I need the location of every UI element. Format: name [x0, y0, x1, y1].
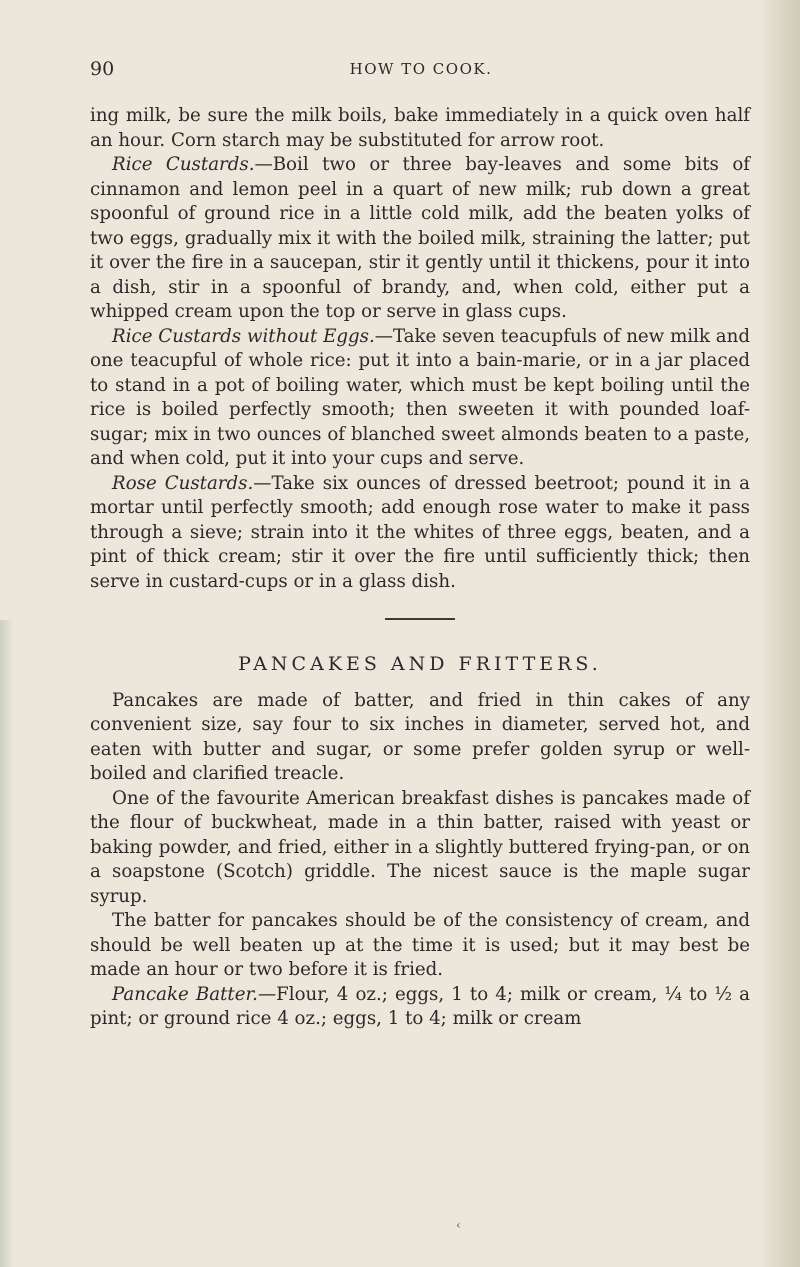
paragraph-pancakes-intro: Pancakes are made of batter, and fried in thin cakes of any convenient size, say four to six inches in diameter, served hot, and eaten with butter and sugar, or some prefer golden syrup or well-boiled and clarified treacle. — [90, 689, 750, 784]
recipe-text: —Take seven teacupfuls of new milk and one teacupful of whole rice: put it into a bain-marie, or in a jar placed to stand in a pot of boiling water, which must be kept boiling until the rice is boiled perfectly smooth; then sweeten it with pounded loaf-sugar; mix in two ounces of blanched sweet almonds beaten to a paste, and when cold, put it into your cups and serve. — [90, 325, 750, 469]
binding-edge-shadow — [0, 620, 14, 1267]
recipe-title: Pancake Batter. — [112, 983, 258, 1005]
stray-ink-mark: ‹ — [456, 1218, 461, 1232]
recipe-text: —Boil two or three bay-leaves and some bits of cinnamon and lemon peel in a quart of new milk; rub down a great spoonful of ground rice in a little cold milk, add the beaten yolks of two eggs, gradually mix it with the boiled milk, straining the latter; put it over the fire in a saucepan, stir it gently until it thickens, pour it into a dish, stir in a spoonful of brandy, and, when cold, either put a whipped cream upon the top or serve in glass cups. — [90, 154, 751, 322]
recipe-rice-custards-without-eggs — [90, 325, 750, 472]
recipe-title: Rice Custards without Eggs. — [112, 325, 375, 347]
paragraph-continuation: ing milk, be sure the milk boils, bake immediately in a quick oven half an hour. Corn starch may be substituted for arrow root. — [90, 105, 750, 151]
section-heading: PANCAKES AND FRITTERS. — [238, 653, 602, 675]
page-edge-shadow — [760, 0, 800, 1267]
recipe-text: —Take six ounces of dressed beetroot; pound it in a mortar until perfectly smooth; add enough rose water to make it pass through a sieve; strain into it the whites of three eggs, beaten, and a pint of thick cream; stir it over the fire until sufficiently thick; then serve in custard-cups or in a glass dish. — [90, 472, 750, 592]
paragraph-buckwheat: One of the favourite American breakfast dishes is pancakes made of the flour of buckwheat, made in a thin batter, raised with yeast or baking powder, and fried, either in a slightly buttered frying-pan, or on a soapstone (Scotch) griddle. The nicest sauce is the maple sugar syrup. — [90, 787, 750, 907]
recipe-pancake-batter — [90, 983, 750, 1032]
paragraph-batter: The batter for pancakes should be of the consistency of cream, and should be well beaten up at the time it is used; but it may best be made an hour or two before it is fried. — [90, 910, 750, 980]
recipe-title: Rice Custards. — [112, 154, 255, 175]
recipe-rose-custards — [90, 472, 750, 595]
running-head: HOW TO COOK. — [349, 60, 493, 78]
page-header — [90, 58, 752, 82]
recipe-text: —Flour, 4 oz.; eggs, 1 to 4; milk or cream, ¼ to ½ a pint; or ground rice 4 oz.; eggs, 1 to 4; milk or cream — [90, 983, 750, 1029]
page-body — [90, 104, 750, 1032]
recipe-rice-custards — [90, 153, 750, 325]
page-number: 90 — [90, 58, 115, 80]
recipe-title: Rose Custards. — [112, 472, 254, 494]
section-divider — [385, 618, 455, 620]
